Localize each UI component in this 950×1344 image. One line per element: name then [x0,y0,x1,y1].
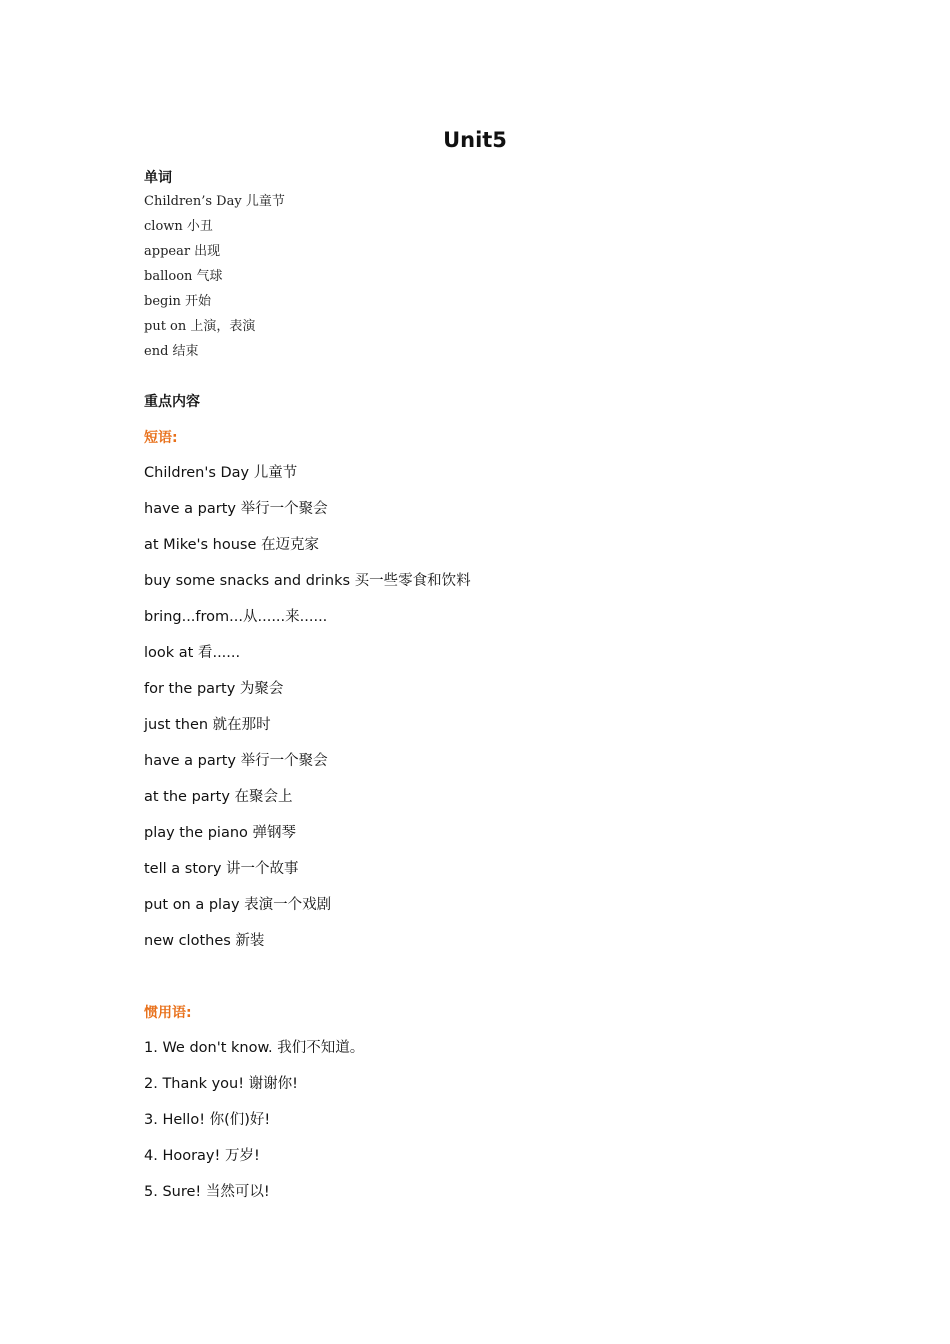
phrase-item: Children's Day 儿童节 [144,465,298,481]
phrase-item: have a party 举行一个聚会 [144,501,328,517]
idiom-item: 4. Hooray! 万岁! [144,1148,260,1164]
phrase-item: put on a play 表演一个戏剧 [144,897,332,913]
vocabulary-item: appear 出现 [144,244,221,259]
vocabulary-item: balloon 气球 [144,269,223,284]
vocabulary-item: put on 上演，表演 [144,319,256,334]
phrase-item: just then 就在那时 [144,717,271,733]
vocabulary-list [144,192,744,367]
idiom-item: 1. We don't know. 我们不知道。 [144,1040,365,1056]
vocabulary-heading: 单词 [144,170,172,186]
phrase-item: play the piano 弹钢琴 [144,825,297,841]
vocabulary-item: Children’s Day 儿童节 [144,194,285,209]
phrases-list [144,463,794,967]
vocabulary-item: clown 小丑 [144,219,213,234]
phrases-heading: 短语: [144,430,178,446]
idiom-item: 3. Hello! 你(们)好! [144,1112,271,1128]
phrase-item: buy some snacks and drinks 买一些零食和饮料 [144,573,471,589]
phrase-item: tell a story 讲一个故事 [144,861,299,877]
phrases-section-heading [144,427,844,448]
phrase-item: for the party 为聚会 [144,681,284,697]
phrase-item: new clothes 新装 [144,933,265,949]
key-content-heading: 重点内容 [144,394,200,410]
phrase-item: look at 看...... [144,645,241,661]
vocabulary-section-heading [144,167,844,188]
idioms-list [144,1038,794,1218]
idioms-heading: 惯用语: [144,1005,192,1021]
idioms-section-heading [144,1002,844,1023]
document-title: Unit5 [443,128,507,152]
idiom-item: 2. Thank you! 谢谢你! [144,1076,298,1092]
phrase-item: at Mike's house 在迈克家 [144,537,320,553]
vocabulary-item: begin 开始 [144,294,211,309]
key-content-section-heading [144,391,844,412]
vocabulary-item: end 结束 [144,344,199,359]
idiom-item: 5. Sure! 当然可以! [144,1184,270,1200]
phrase-item: bring...from...从......来...... [144,609,328,625]
phrase-item: at the party 在聚会上 [144,789,293,805]
phrase-item: have a party 举行一个聚会 [144,753,328,769]
